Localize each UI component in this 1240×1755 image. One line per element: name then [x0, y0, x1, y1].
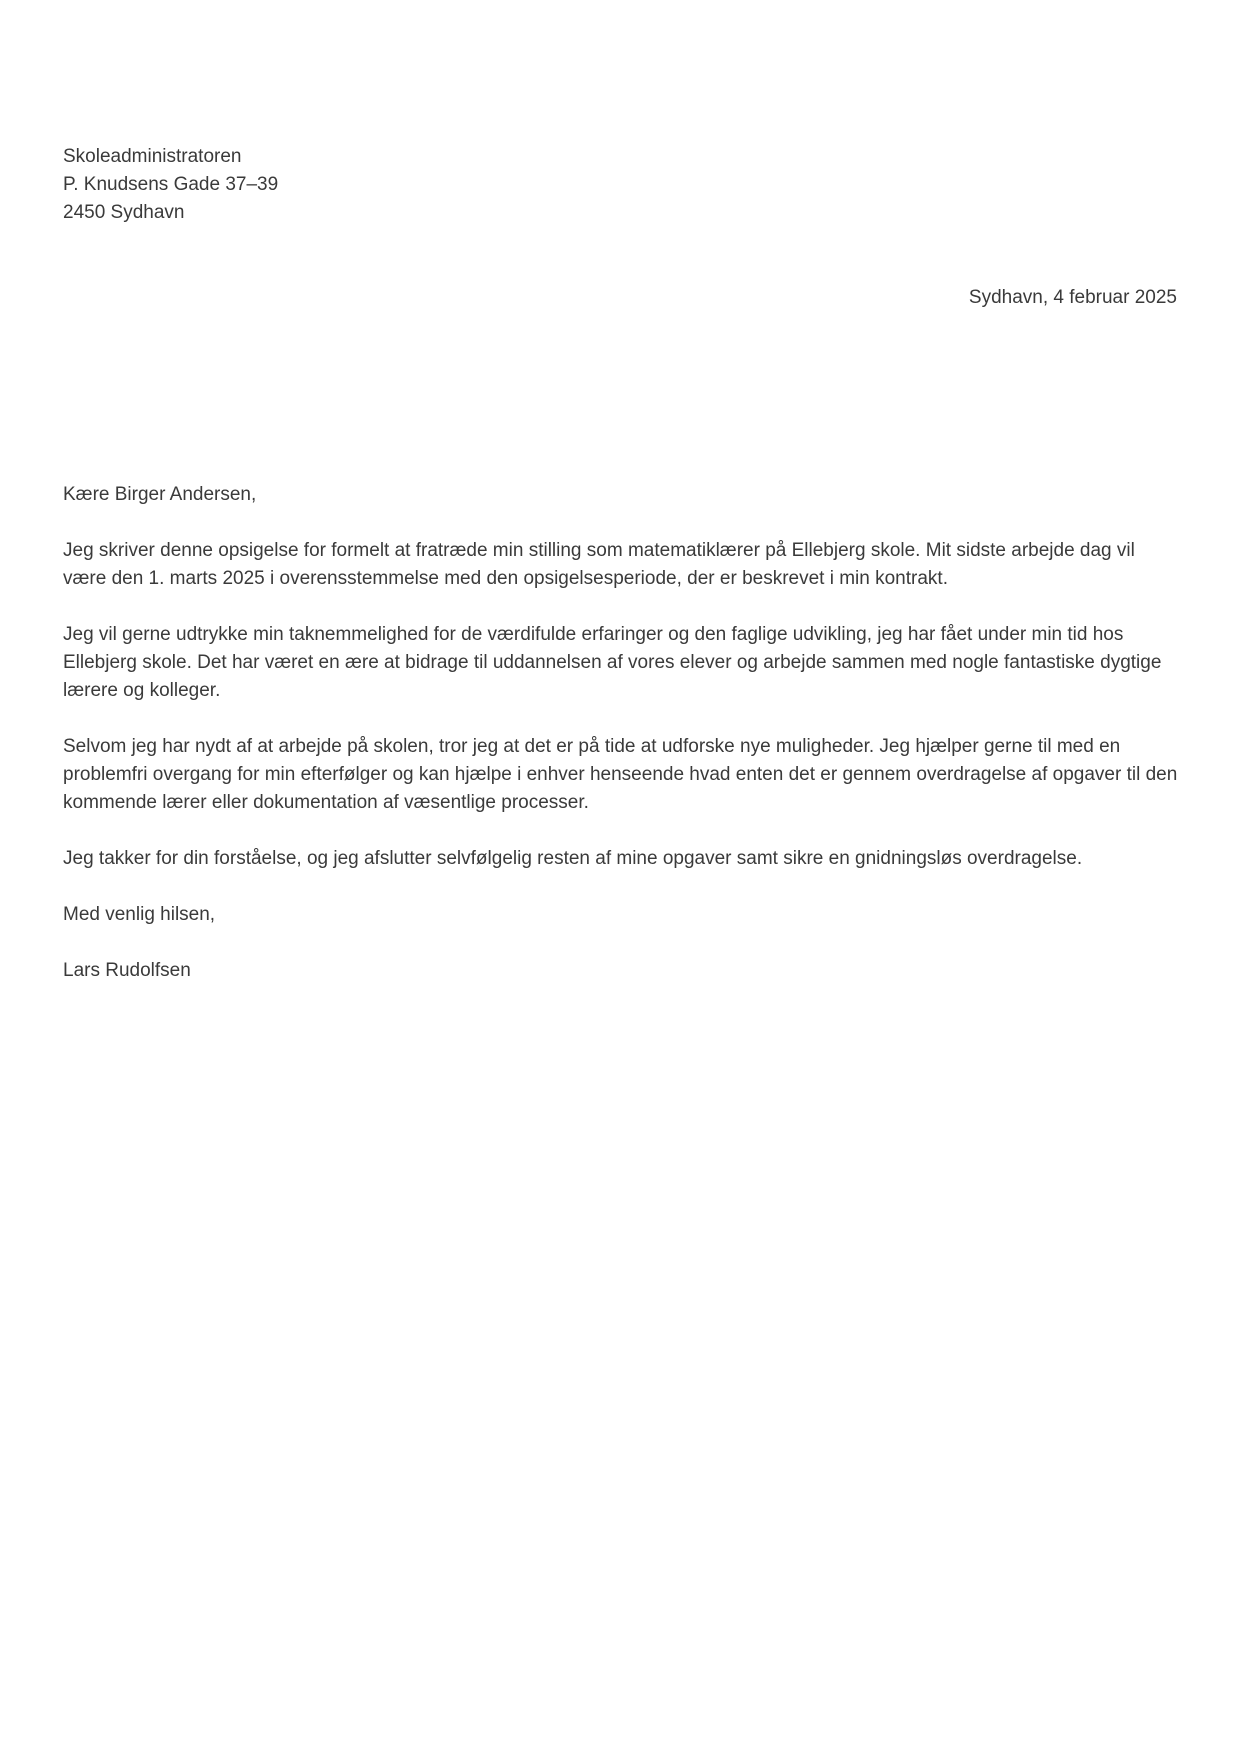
paragraph: Jeg vil gerne udtrykke min taknemmelighed for de værdifulde erfaringer og den faglige udvikling, jeg har fået under min tid hos Ellebjerg skole. Det har været en ære at bidrage til uddannelsen af vores elever og arbejde sammen med nogle fantastiske dygtige lærere og kolleger.: [63, 624, 1162, 701]
date-line: Sydhavn, 4 februar 2025: [968, 287, 1177, 308]
closing: Med venlig hilsen,: [63, 904, 216, 925]
recipient-city: 2450 Sydhavn: [63, 202, 185, 223]
paragraph: Jeg skriver denne opsigelse for formelt at fratræde min stilling som matematiklærer på Ellebjerg skole. Mit sidste arbejde dag vil være den 1. marts 2025 i overensstemmelse med den opsigelsesperiode, der er beskrevet i min kontrakt.: [63, 540, 1135, 589]
paragraph: Selvom jeg har nydt af at arbejde på skolen, tror jeg at det er på tide at udforske nye muligheder. Jeg hjælper gerne til med en problemfri overgang for min efterfølger og kan hjælpe i enhver henseende hvad enten det er gennem overdragelse af opgaver til den kommende lærer eller dokumentation af væsentlige processer.: [63, 736, 1178, 813]
recipient-address: [63, 143, 278, 227]
recipient-street: P. Knudsens Gade 37–39: [63, 174, 279, 195]
paragraph: Jeg takker for din forståelse, og jeg afslutter selvfølgelig resten af mine opgaver samt sikre en gnidningsløs overdragelse.: [63, 848, 1083, 869]
recipient-name: Skoleadministratoren: [63, 146, 242, 167]
salutation: Kære Birger Andersen,: [63, 484, 257, 505]
signature: Lars Rudolfsen: [63, 960, 191, 981]
letter-body: [63, 481, 1179, 1013]
